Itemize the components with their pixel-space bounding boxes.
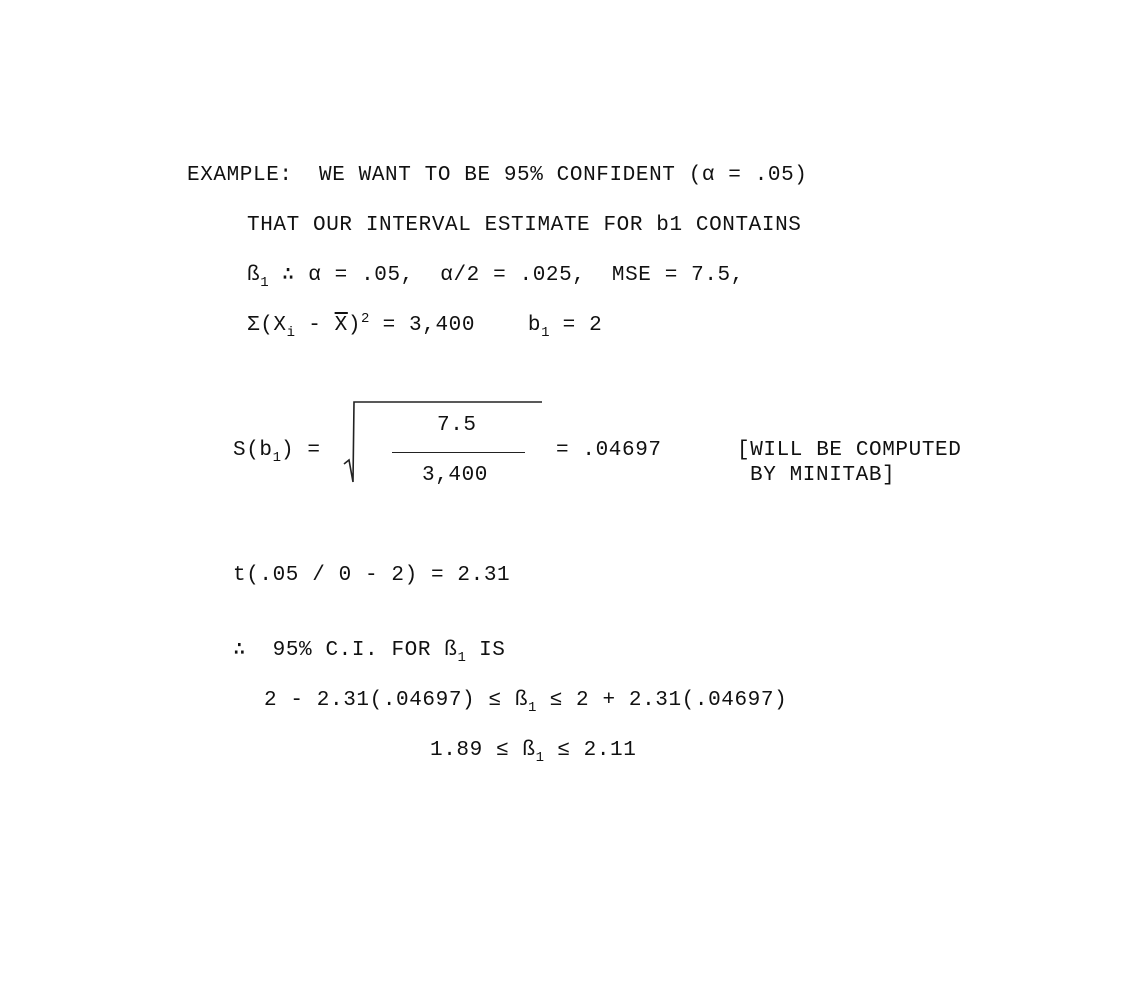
example-statement: WE WANT TO BE 95% CONFIDENT (α = .05) bbox=[319, 164, 808, 187]
example-line-2: THAT OUR INTERVAL ESTIMATE FOR b1 CONTAINS bbox=[247, 214, 802, 237]
xi-subscript: i bbox=[286, 325, 296, 341]
beta-symbol: ß bbox=[247, 264, 261, 287]
se-result: = .04697 bbox=[556, 439, 662, 462]
ci-inequality-2 bbox=[430, 739, 637, 766]
minus-sign: - bbox=[295, 314, 335, 337]
se-lhs-close: ) = bbox=[281, 439, 321, 462]
beta-subscript: 1 bbox=[260, 275, 269, 291]
minitab-note-line-1: [WILL BE COMPUTED bbox=[737, 439, 962, 462]
se-lhs bbox=[233, 439, 321, 466]
se-lhs-open: S(b bbox=[233, 439, 273, 462]
paren-close: ) bbox=[347, 314, 362, 337]
ci-inequality-1 bbox=[264, 689, 788, 716]
ci-ineq2-subscript: 1 bbox=[535, 750, 545, 766]
example-line-1 bbox=[187, 164, 808, 188]
ci-ineq2-left: 1.89 ≤ ß bbox=[430, 739, 536, 762]
t-value: t(.05 / 0 - 2) = 2.31 bbox=[233, 564, 511, 587]
fraction-bar bbox=[392, 452, 525, 453]
b-subscript: 1 bbox=[541, 325, 550, 341]
example-heading: EXAMPLE: bbox=[187, 164, 293, 187]
ci-ineq1-right: ≤ 2 + 2.31(.04697) bbox=[536, 689, 788, 712]
fraction-numerator: 7.5 bbox=[437, 414, 477, 437]
sum-value-and-b: = 3,400 b bbox=[369, 314, 542, 337]
example-line-4 bbox=[247, 311, 603, 341]
ci-heading-subscript: 1 bbox=[457, 650, 466, 666]
minitab-note-line-2: BY MINITAB] bbox=[750, 464, 896, 487]
ci-ineq2-right: ≤ 2.11 bbox=[544, 739, 637, 762]
ci-ineq1-subscript: 1 bbox=[528, 700, 537, 716]
x-bar: $\overline{X}$ bbox=[334, 314, 348, 337]
example-line-3 bbox=[247, 264, 744, 291]
power-two: 2 bbox=[361, 311, 370, 327]
fraction-denominator: 3,400 bbox=[422, 464, 489, 487]
ci-heading-prefix: ∴ 95% C.I. FOR ß bbox=[233, 639, 458, 662]
sum-open: Σ(X bbox=[247, 314, 287, 337]
alpha-mse-values: ∴ α = .05, α/2 = .025, MSE = 7.5, bbox=[268, 264, 744, 287]
se-lhs-subscript: 1 bbox=[272, 450, 282, 466]
ci-heading bbox=[233, 639, 506, 666]
ci-heading-suffix: IS bbox=[465, 639, 506, 662]
ci-ineq1-left: 2 - 2.31(.04697) ≤ ß bbox=[264, 689, 529, 712]
b-value: = 2 bbox=[549, 314, 603, 337]
